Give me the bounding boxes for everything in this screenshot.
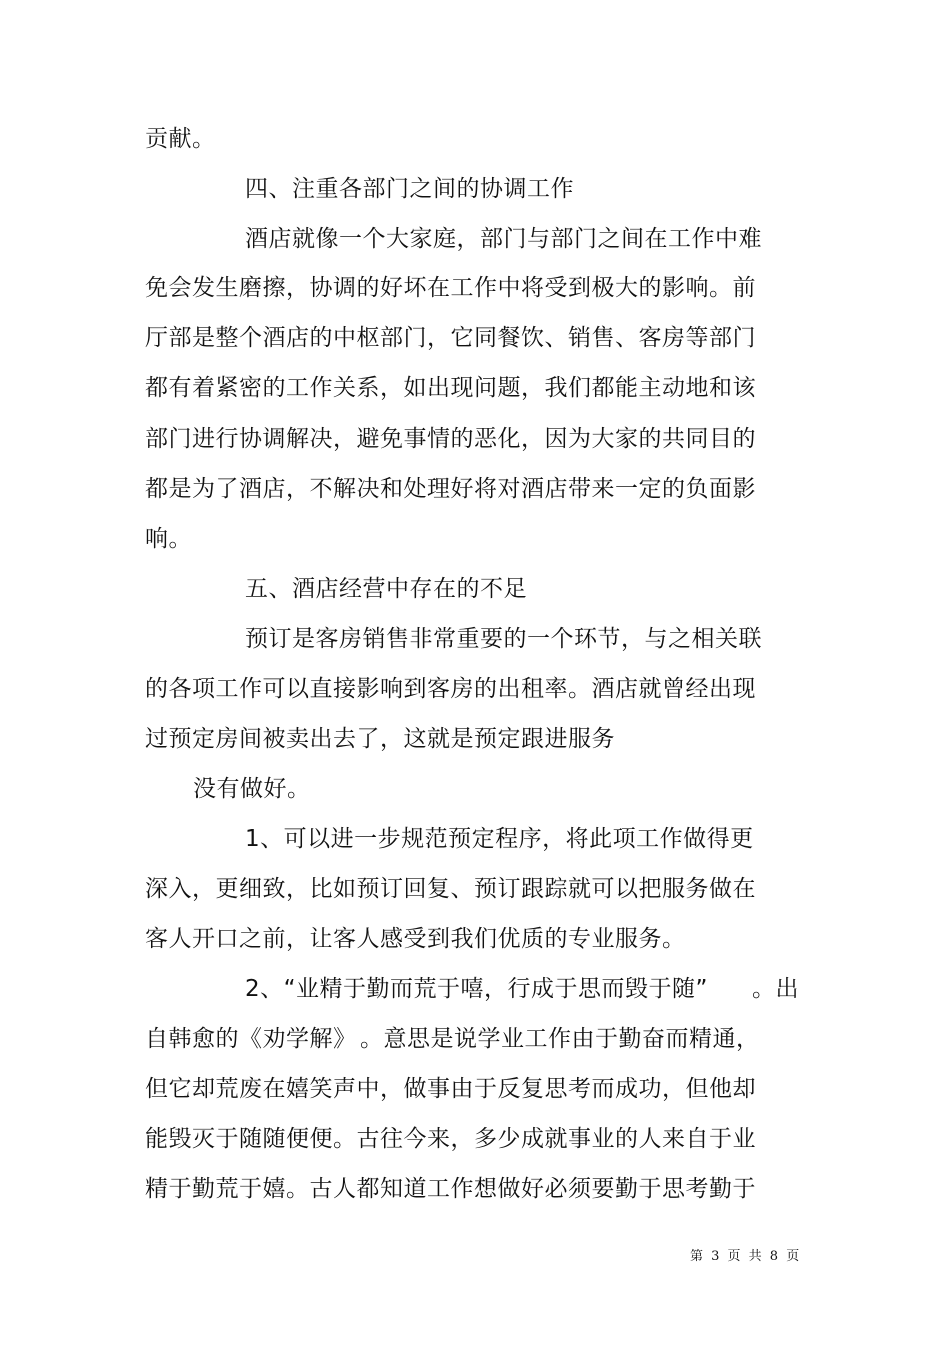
text-line: 但它却荒废在嬉笑声中，做事由于反复思考而成功，但他却: [145, 1076, 756, 1102]
text-line: 没有做好。: [193, 776, 311, 802]
text-line: 都是为了酒店，不解决和处理好将对酒店带来一定的负面影: [145, 476, 756, 502]
page-footer: 第 3 页 共 8 页: [690, 1249, 802, 1264]
text-line: 响。: [145, 526, 192, 552]
text-line: 酒店就像一个大家庭，部门与部门之间在工作中难: [245, 226, 762, 252]
text-line: 客人开口之前，让客人感受到我们优质的专业服务。: [145, 926, 686, 952]
text-line: 自韩愈的《劝学解》: [145, 1026, 357, 1052]
text-line: 。意思是说学业工作由于勤奋而精通，: [360, 1026, 760, 1052]
text-line: 过预定房间被卖出去了，这就是预定跟进服务: [145, 726, 615, 752]
text-line: 厅部是整个酒店的中枢部门，它同餐饮、销售、客房等部门: [145, 325, 756, 351]
text-line: 能毁灭于随随便便。古往今来，多少成就事业的人来自于业: [145, 1126, 756, 1152]
text-line: 深入，更细致，比如预订回复、预订跟踪就可以把服务做在: [145, 876, 756, 902]
text-line: 预订是客房销售非常重要的一个环节，与之相关联: [245, 626, 762, 652]
text-line: 贡献。: [145, 126, 216, 152]
section-heading: 五、酒店经营中存在的不足: [245, 576, 527, 602]
text-line: 的各项工作可以直接影响到客房的出租率。酒店就曾经出现: [145, 676, 756, 702]
list-item: 1、可以进一步规范预定程序，将此项工作做得更: [245, 826, 754, 852]
text-line: 部门进行协调解决，避免事情的恶化，因为大家的共同目的: [145, 426, 756, 452]
section-heading: 四、注重各部门之间的协调工作: [245, 176, 574, 202]
text-line: 精于勤荒于嬉。古人都知道工作想做好必须要勤于思考勤于: [145, 1176, 756, 1202]
text-line: 。出: [752, 976, 799, 1002]
text-line: 都有着紧密的工作关系，如出现问题，我们都能主动地和该: [145, 375, 756, 401]
list-item: 2、“业精于勤而荒于嘻，行成于思而毁于随”: [245, 976, 708, 1002]
text-line: 免会发生磨擦，协调的好坏在工作中将受到极大的影响。前: [145, 275, 756, 301]
